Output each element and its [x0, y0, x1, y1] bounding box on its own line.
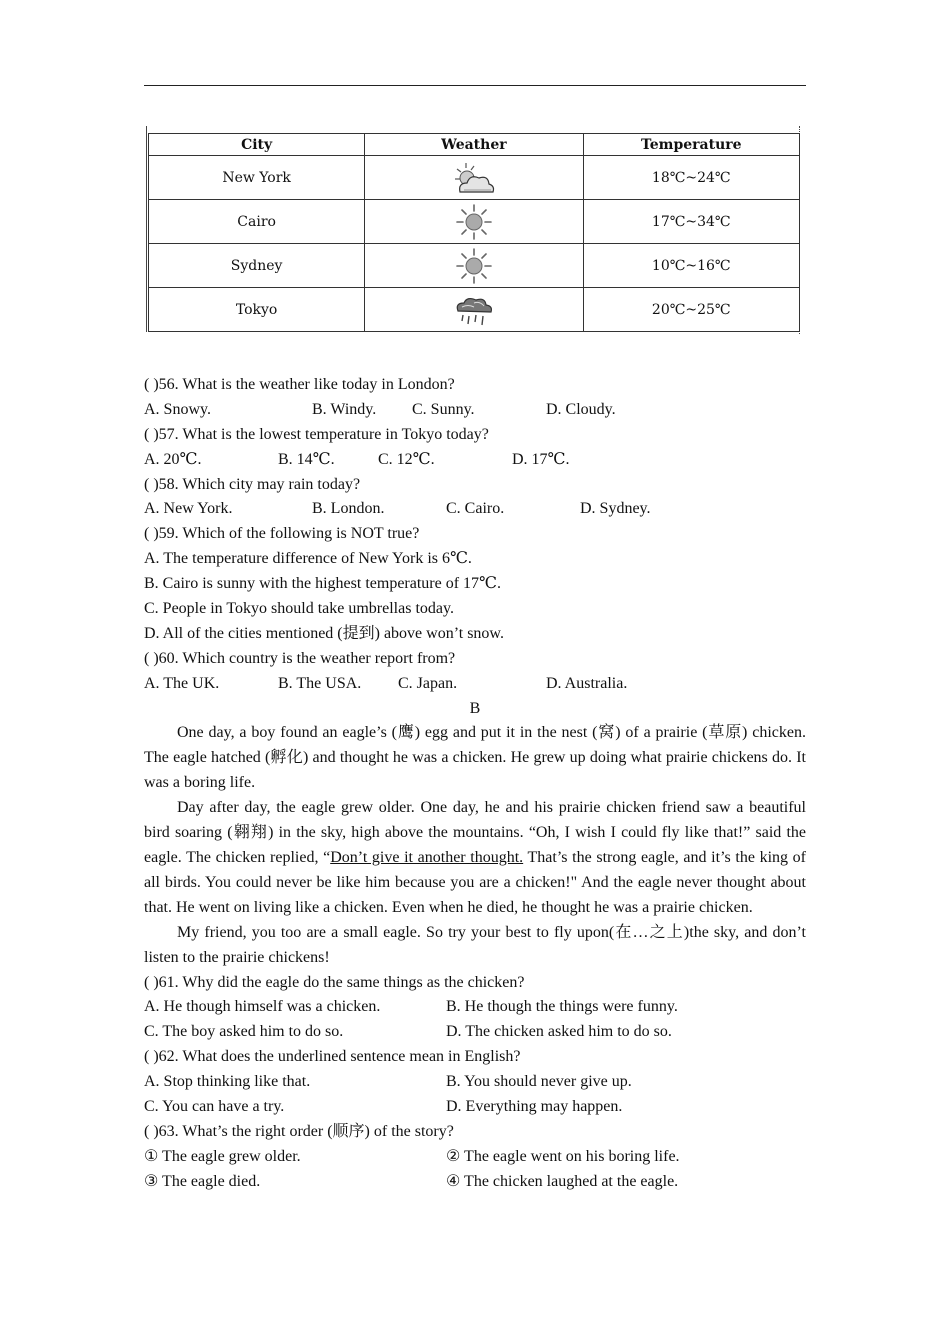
question-stem: ( )56. What is the weather like today in London? — [144, 376, 455, 393]
passage-paragraph-2 — [144, 796, 806, 921]
passage-paragraph-3: My friend, you too are a small eagle. So try your best to fly upon(在…之上)the sky, and don’t listen to the prairie chickens! — [144, 923, 806, 966]
option-c: C. 12℃. — [378, 450, 435, 468]
city-cell: Cairo — [149, 200, 365, 244]
question-stem: ( )60. Which country is the weather report from? — [144, 649, 456, 667]
table-header-row — [149, 134, 800, 156]
question-stem: ( )59. Which of the following is NOT true? — [144, 525, 420, 543]
weather-cell — [365, 156, 583, 200]
question-stem: ( )61. Why did the eagle do the same things as the chicken? — [144, 973, 525, 991]
options-row — [144, 398, 806, 423]
options-row — [144, 1020, 806, 1045]
options-row — [144, 995, 806, 1020]
option-d: D. The chicken asked him to do so. — [446, 1023, 672, 1041]
option-c: C. The boy asked him to do so. — [144, 1023, 344, 1041]
weather-cell — [365, 288, 583, 332]
options-row — [144, 497, 806, 522]
options-row — [144, 1070, 806, 1095]
option-b: B. London. — [312, 500, 385, 518]
passage-paragraph-1: One day, a boy found an eagle’s (鹰) egg and put it in the nest (窝) of a prairie (草原) chicken. The eagle hatched (孵化) and thought he was a chicken. He grew up doing what prairie chickens do. It was a boring life. — [144, 724, 806, 792]
option-d: D. Sydney. — [580, 500, 651, 518]
weather-cell — [365, 200, 583, 244]
option-d: D. All of the cities mentioned (提到) above won’t snow. — [144, 624, 504, 642]
order-item-1: ① The eagle grew older. — [144, 1147, 301, 1165]
section-b-title: B — [469, 699, 481, 717]
temperature-cell: 18℃~24℃ — [583, 156, 799, 200]
options-row — [144, 1145, 806, 1170]
option-a: A. 20℃. — [144, 450, 202, 468]
option-b: B. You should never give up. — [446, 1073, 632, 1091]
order-item-4: ④ The chicken laughed at the eagle. — [446, 1172, 679, 1190]
passage-text: Day after day, the eagle grew older. One day, he and his prairie chicken friend saw a beautiful bird soaring (翱翔) in the sky, high above the mountains. “Oh, I wish I could fly like that!” said the eagle. The chicken replied, “ — [144, 799, 806, 866]
passage-text: That’s the strong eagle, and it’s the king of all birds. You could never be like him because you are a chicken!" And the eagle never thought about that. He went on living like a chicken. Even when he died, he thought he was a prairie chicken. — [144, 849, 807, 916]
sunny-icon — [452, 203, 496, 241]
option-c: C. Cairo. — [446, 500, 505, 518]
option-a: A. New York. — [144, 500, 233, 518]
option-a: A. He though himself was a chicken. — [144, 998, 381, 1016]
option-c: C. Japan. — [398, 674, 458, 692]
order-item-3: ③ The eagle died. — [144, 1172, 261, 1190]
temperature-cell: 10℃~16℃ — [583, 244, 799, 288]
option-d: D. Australia. — [546, 674, 628, 692]
options-row — [144, 1170, 806, 1195]
option-c: C. Sunny. — [412, 400, 475, 418]
options-row — [144, 448, 806, 473]
header-temperature: Temperature — [583, 134, 799, 156]
option-a: A. The temperature difference of New York is 6℃. — [144, 550, 472, 568]
table-row — [149, 288, 800, 332]
temperature-cell: 20℃~25℃ — [583, 288, 799, 332]
option-b: B. He though the things were funny. — [446, 998, 678, 1016]
weather-table — [148, 133, 800, 332]
option-a: A. Snowy. — [144, 400, 211, 418]
sunny-icon — [452, 247, 496, 285]
city-cell: New York — [149, 156, 365, 200]
option-b: B. The USA. — [278, 674, 362, 692]
options-row — [144, 672, 806, 697]
header-rule — [144, 85, 806, 86]
city-cell: Sydney — [149, 244, 365, 288]
table-row — [149, 244, 800, 288]
table-frame-left — [146, 126, 147, 332]
temperature-cell: 17℃~34℃ — [583, 200, 799, 244]
header-city: City — [149, 134, 365, 156]
option-b: B. Windy. — [312, 400, 377, 418]
city-cell: Tokyo — [149, 288, 365, 332]
table-row — [149, 156, 800, 200]
question-text — [144, 373, 806, 1195]
question-stem: ( )62. What does the underlined sentence mean in English? — [144, 1048, 521, 1066]
option-a: A. The UK. — [144, 674, 220, 692]
option-d: D. Everything may happen. — [446, 1097, 623, 1115]
question-stem: ( )57. What is the lowest temperature in Tokyo today? — [144, 425, 489, 443]
option-d: D. 17℃. — [512, 450, 570, 468]
rain-icon — [452, 291, 496, 329]
option-d: D. Cloudy. — [546, 400, 616, 418]
cloudy-icon — [452, 159, 496, 197]
option-a: A. Stop thinking like that. — [144, 1073, 311, 1091]
options-row — [144, 1095, 806, 1120]
question-stem: ( )63. What’s the right order (顺序) of the story? — [144, 1122, 454, 1140]
option-c: C. You can have a try. — [144, 1097, 285, 1115]
table-row — [149, 200, 800, 244]
order-item-2: ② The eagle went on his boring life. — [446, 1147, 680, 1165]
weather-cell — [365, 244, 583, 288]
question-stem: ( )58. Which city may rain today? — [144, 475, 361, 493]
header-weather: Weather — [365, 134, 583, 156]
option-c: C. People in Tokyo should take umbrellas today. — [144, 600, 454, 618]
option-b: B. Cairo is sunny with the highest temperature of 17℃. — [144, 575, 501, 593]
underlined-sentence: Don’t give it another thought. — [330, 849, 524, 866]
option-b: B. 14℃. — [278, 450, 335, 468]
